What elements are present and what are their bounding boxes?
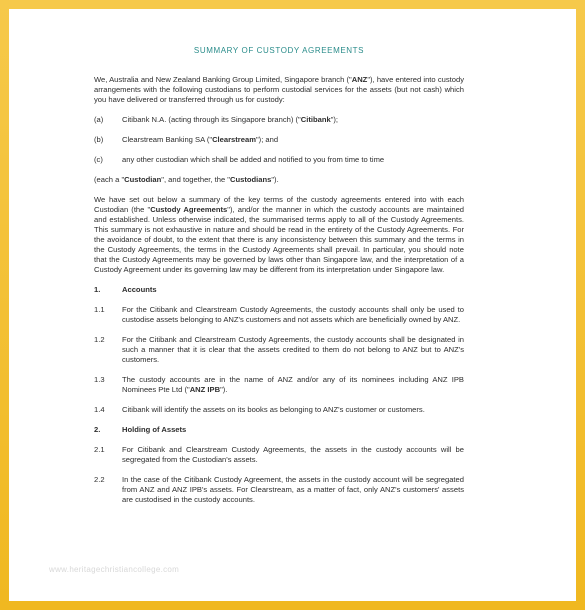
clause-number: 1.2 bbox=[94, 335, 105, 344]
intro-text: We, Australia and New Zealand Banking Group Limited, Singapore branch (" bbox=[94, 75, 352, 84]
section-number: 2. bbox=[94, 425, 101, 434]
party-label: (b) bbox=[94, 135, 104, 144]
clause-text: For the Citibank and Clearstream Custody Agreements, the custody accounts shall only be used to custodise assets belonging to ANZ's customers and not assets which are beneficially owned by ANZ. bbox=[122, 305, 464, 324]
party-bold: Citibank bbox=[300, 115, 331, 124]
party-pre: Citibank N.A. (acting through its Singapore branch) (" bbox=[122, 115, 301, 124]
clause bbox=[94, 335, 464, 365]
section-heading bbox=[94, 285, 464, 295]
party-pre: any other custodian which shall be added and notified to you from time to time bbox=[122, 155, 385, 164]
definitions-line bbox=[94, 175, 464, 185]
party-item bbox=[94, 155, 464, 165]
party-item bbox=[94, 115, 464, 125]
defs-custodians: Custodians bbox=[230, 175, 272, 184]
section-number: 1. bbox=[94, 285, 101, 294]
document-title: SUMMARY OF CUSTODY AGREEMENTS bbox=[193, 46, 365, 55]
party-item bbox=[94, 135, 464, 145]
document-page bbox=[9, 9, 576, 601]
clause-number: 2.1 bbox=[94, 445, 105, 454]
intro-paragraph bbox=[94, 75, 464, 105]
party-pre: Clearstream Banking SA (" bbox=[122, 135, 213, 144]
clause-text: In the case of the Citibank Custody Agreement, the assets in the custody account will be segregated from ANZ and ANZ IPB's assets. For Clearstream, as a matter of fact, only ANZ's customers' assets are custodised in the custody accounts. bbox=[122, 475, 464, 504]
section-title: Holding of Assets bbox=[122, 425, 187, 434]
defs-mid: ", and together, the " bbox=[161, 175, 230, 184]
defs-post: "). bbox=[271, 175, 279, 184]
clause bbox=[94, 375, 464, 395]
clause-text: For Citibank and Clearstream Custody Agreements, the assets in the custody accounts will be segregated from the Custodian's assets. bbox=[122, 445, 464, 464]
defs-custodian: Custodian bbox=[124, 175, 162, 184]
clause bbox=[94, 405, 464, 415]
party-post: "); and bbox=[255, 135, 279, 144]
clause-text: Citibank will identify the assets on its books as belonging to ANZ's customer or customers. bbox=[122, 405, 425, 414]
intro-anz: ANZ bbox=[351, 75, 368, 84]
clause bbox=[94, 445, 464, 465]
section-heading bbox=[94, 425, 464, 435]
party-label: (a) bbox=[94, 115, 104, 124]
section-title: Accounts bbox=[122, 285, 157, 294]
clause-number: 2.2 bbox=[94, 475, 105, 484]
clause-post: "). bbox=[220, 385, 228, 394]
party-text bbox=[122, 115, 464, 125]
party-label: (c) bbox=[94, 155, 103, 164]
watermark-text: www.heritagechristiancollege.com bbox=[49, 565, 180, 574]
clause-bold: ANZ IPB bbox=[189, 385, 221, 394]
clause bbox=[94, 475, 464, 505]
clause-number: 1.1 bbox=[94, 305, 105, 314]
party-post: "); bbox=[330, 115, 339, 124]
intro-text-end: "), have entered into custody arrangements with the following custodians to perform custodial services for the assets (but not cash) which you have delivered or transferred through us for custody: bbox=[94, 75, 464, 104]
party-text bbox=[122, 135, 464, 145]
clause bbox=[94, 305, 464, 325]
summary-pre: We have set out below a summary of the key terms of the custody agreements entered into with each Custodian (the " bbox=[94, 195, 464, 214]
clause-number: 1.3 bbox=[94, 375, 105, 384]
summary-post: "), and/or the manner in which the custody accounts are maintained and established. Unless otherwise indicated, the summarised terms apply to all of the Custody Agreements. This summary is not exhaustive in nature and should be read in the entirety of the Custody Agreements. For the avoidance of doubt, to the extent that there is any inconsistency between this summary and the terms in the Custody Agreements, the terms in the Custody Agreements shall prevail. In particular, you should note that the Custody Agreements may be governed by laws other than Singapore law, and the interpretation of a Custody Agreement under its governing law may be different from its interpretation under Singapore law. bbox=[94, 205, 465, 274]
clause-text bbox=[122, 375, 464, 395]
clause-number: 1.4 bbox=[94, 405, 105, 414]
clause-text: For the Citibank and Clearstream Custody Agreements, the custody accounts shall be designated in such a manner that it is clear that the assets credited to them do not belong to ANZ but to ANZ's customers. bbox=[122, 335, 464, 364]
summary-paragraph bbox=[94, 195, 464, 275]
summary-bold: Custody Agreements bbox=[150, 205, 228, 214]
party-bold: Clearstream bbox=[212, 135, 256, 144]
party-text bbox=[122, 155, 464, 165]
clause-pre: The custody accounts are in the name of ANZ and/or any of its nominees including ANZ IPB Nominees Pte Ltd (" bbox=[122, 375, 464, 394]
defs-pre: (each a " bbox=[94, 175, 125, 184]
document-body bbox=[94, 46, 464, 505]
